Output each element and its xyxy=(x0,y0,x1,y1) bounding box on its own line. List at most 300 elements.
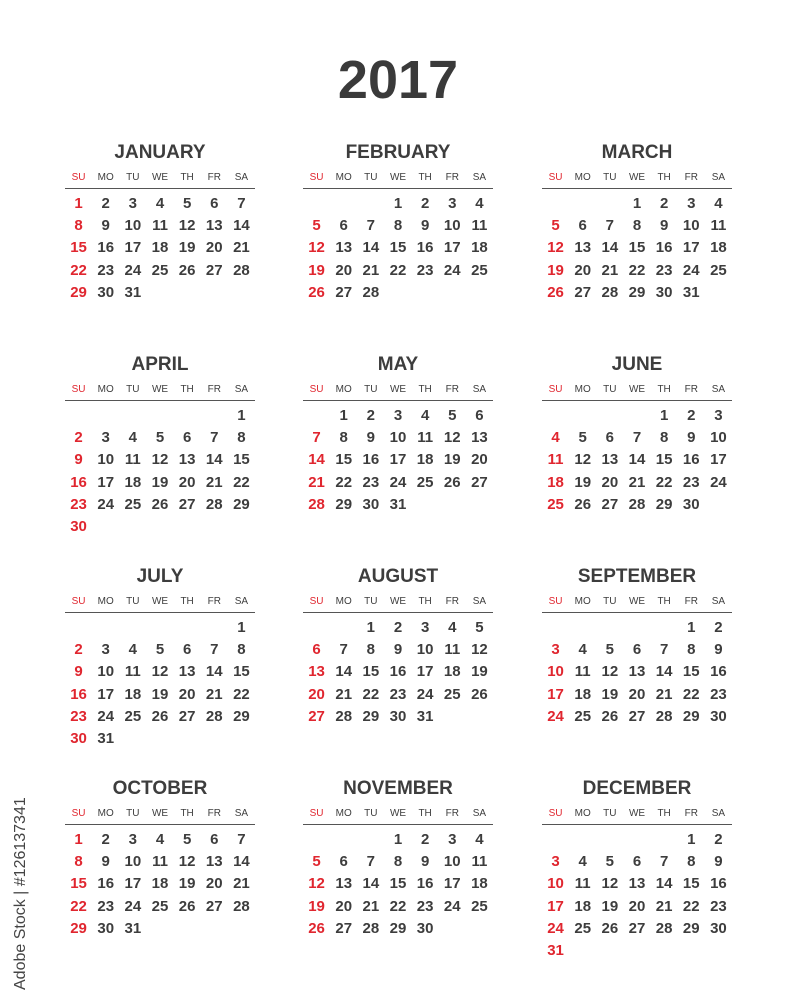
day-cell: 20 xyxy=(574,261,592,279)
day-cell: 3 xyxy=(101,641,110,659)
day-cell: 3 xyxy=(551,853,560,871)
empty-day-cell xyxy=(651,617,678,639)
day-cell: 23 xyxy=(655,261,673,279)
day-cell: 19 xyxy=(151,685,169,703)
day-cell: 12 xyxy=(178,217,196,235)
day-cell: 14 xyxy=(655,875,673,893)
empty-day-cell xyxy=(92,617,119,639)
day-cell: 22 xyxy=(233,473,250,491)
empty-day-cell xyxy=(65,405,92,427)
day-cell: 1 xyxy=(366,619,376,636)
day-cell: 21 xyxy=(655,685,673,703)
month-name: APRIL xyxy=(131,354,189,375)
day-cell: 3 xyxy=(420,619,430,636)
day-cell: 5 xyxy=(475,619,484,636)
day-cell: 28 xyxy=(233,261,250,279)
day-cell: 25 xyxy=(151,897,169,915)
empty-day-cell xyxy=(201,405,228,427)
day-cell: 4 xyxy=(578,853,587,871)
weekday-label: MO xyxy=(335,172,352,183)
day-cell: 26 xyxy=(151,707,169,725)
day-cell: 16 xyxy=(70,685,87,703)
weekday-label: TU xyxy=(364,384,378,395)
day-cell: 23 xyxy=(416,897,434,915)
weekday-label: WE xyxy=(628,808,646,819)
day-cell: 1 xyxy=(74,195,83,212)
day-cell: 1 xyxy=(687,831,696,848)
day-cell: 26 xyxy=(547,283,564,301)
day-cell: 26 xyxy=(601,919,619,937)
empty-day-cell xyxy=(542,193,569,215)
day-cell: 6 xyxy=(632,641,642,659)
weekday-label: TH xyxy=(180,596,194,607)
day-cell: 12 xyxy=(151,663,169,681)
day-cell: 4 xyxy=(128,641,138,659)
day-cell: 14 xyxy=(335,663,353,681)
day-cell: 12 xyxy=(601,875,619,893)
day-cell: 25 xyxy=(443,685,461,703)
weekday-label: SU xyxy=(548,596,563,607)
empty-day-cell xyxy=(596,405,623,427)
day-cell: 14 xyxy=(362,875,380,893)
day-cell: 24 xyxy=(547,707,564,725)
weekday-label: TH xyxy=(657,384,671,395)
day-cell: 20 xyxy=(601,473,619,491)
day-cell: 1 xyxy=(393,195,403,212)
day-cell: 4 xyxy=(128,429,138,447)
day-cell: 20 xyxy=(205,239,223,257)
weekday-label: TH xyxy=(657,596,671,607)
day-cell: 7 xyxy=(237,831,246,848)
weekday-label: MO xyxy=(574,596,591,607)
weekday-label: TH xyxy=(180,172,194,183)
weekday-header xyxy=(65,383,255,401)
day-grid xyxy=(65,829,255,940)
day-cell: 10 xyxy=(97,663,115,681)
day-cell: 26 xyxy=(308,919,325,937)
day-cell: 5 xyxy=(312,217,321,235)
month-name: MAY xyxy=(377,354,419,375)
month-march xyxy=(542,141,732,304)
stock-watermark-id: Adobe Stock | #126137341 xyxy=(12,797,29,990)
empty-day-cell xyxy=(623,405,650,427)
day-cell: 16 xyxy=(362,451,380,469)
day-cell: 16 xyxy=(70,473,87,491)
weekday-label: MO xyxy=(335,384,352,395)
day-cell: 22 xyxy=(233,685,250,703)
day-grid xyxy=(542,829,732,962)
weekday-label: SU xyxy=(71,384,86,395)
empty-day-cell xyxy=(119,617,146,639)
weekday-header xyxy=(542,383,732,401)
day-cell: 27 xyxy=(471,473,488,491)
day-cell: 4 xyxy=(155,831,165,848)
day-cell: 16 xyxy=(710,663,727,681)
day-cell: 25 xyxy=(710,261,727,279)
weekday-label: FR xyxy=(207,808,221,819)
day-cell: 17 xyxy=(443,875,461,893)
day-cell: 24 xyxy=(124,261,142,279)
weekday-label: FR xyxy=(445,384,459,395)
weekday-label: FR xyxy=(207,384,221,395)
day-cell: 21 xyxy=(205,685,223,703)
day-cell: 29 xyxy=(70,919,87,937)
weekday-label: TU xyxy=(603,808,617,819)
day-cell: 29 xyxy=(655,495,673,513)
weekday-label: SU xyxy=(71,596,86,607)
day-cell: 23 xyxy=(70,707,87,725)
day-cell: 19 xyxy=(151,473,169,491)
empty-day-cell xyxy=(174,405,201,427)
day-cell: 11 xyxy=(471,853,488,871)
day-cell: 23 xyxy=(97,897,115,915)
day-cell: 28 xyxy=(308,495,325,513)
weekday-label: SA xyxy=(234,172,249,183)
day-cell: 8 xyxy=(687,853,696,871)
day-cell: 22 xyxy=(335,473,353,491)
day-cell: 8 xyxy=(339,429,348,447)
day-cell: 9 xyxy=(420,853,430,871)
month-february xyxy=(303,141,493,304)
day-grid xyxy=(542,617,732,728)
day-cell: 8 xyxy=(237,641,246,659)
empty-day-cell xyxy=(542,405,569,427)
weekday-header xyxy=(303,595,493,613)
day-cell: 13 xyxy=(205,853,223,871)
day-cell: 6 xyxy=(605,429,615,447)
day-cell: 30 xyxy=(710,919,727,937)
weekday-label: SU xyxy=(309,172,324,183)
month-name: JUNE xyxy=(611,354,663,375)
day-cell: 17 xyxy=(389,451,407,469)
day-cell: 11 xyxy=(471,217,488,235)
empty-day-cell xyxy=(303,193,330,215)
day-cell: 7 xyxy=(605,217,615,235)
day-cell: 9 xyxy=(714,641,723,659)
day-cell: 23 xyxy=(70,495,87,513)
empty-day-cell xyxy=(303,405,330,427)
day-cell: 19 xyxy=(601,897,619,915)
day-cell: 22 xyxy=(70,897,87,915)
day-cell: 10 xyxy=(389,429,407,447)
weekday-label: SA xyxy=(472,596,487,607)
day-cell: 2 xyxy=(74,429,83,447)
day-cell: 26 xyxy=(178,897,196,915)
day-cell: 24 xyxy=(416,685,434,703)
day-cell: 28 xyxy=(205,495,223,513)
day-cell: 15 xyxy=(233,663,250,681)
day-cell: 31 xyxy=(389,495,407,513)
weekday-label: TU xyxy=(126,384,140,395)
weekday-label: SA xyxy=(234,808,249,819)
weekday-label: MO xyxy=(97,808,114,819)
day-cell: 18 xyxy=(124,685,142,703)
day-cell: 24 xyxy=(389,473,407,491)
day-cell: 23 xyxy=(389,685,407,703)
day-cell: 7 xyxy=(312,429,321,447)
day-cell: 11 xyxy=(710,217,727,235)
day-cell: 12 xyxy=(178,853,196,871)
day-cell: 6 xyxy=(339,217,348,235)
weekday-label: SA xyxy=(711,596,726,607)
day-cell: 26 xyxy=(151,495,169,513)
day-cell: 18 xyxy=(416,451,434,469)
weekday-label: TH xyxy=(180,384,194,395)
weekday-label: SU xyxy=(548,808,563,819)
empty-day-cell xyxy=(174,617,201,639)
weekday-header xyxy=(542,807,732,825)
weekday-label: SU xyxy=(309,808,324,819)
day-cell: 22 xyxy=(682,897,700,915)
day-cell: 27 xyxy=(178,495,196,513)
day-cell: 25 xyxy=(574,919,592,937)
empty-day-cell xyxy=(542,617,569,639)
day-cell: 8 xyxy=(632,217,642,235)
day-cell: 10 xyxy=(682,217,700,235)
day-cell: 11 xyxy=(417,429,434,447)
day-cell: 25 xyxy=(124,495,142,513)
day-cell: 12 xyxy=(547,239,564,257)
day-cell: 26 xyxy=(178,261,196,279)
empty-day-cell xyxy=(146,405,173,427)
day-cell: 9 xyxy=(101,217,110,235)
day-cell: 10 xyxy=(124,853,142,871)
day-cell: 11 xyxy=(574,875,591,893)
empty-day-cell xyxy=(596,617,623,639)
day-cell: 10 xyxy=(710,429,727,447)
weekday-header xyxy=(542,171,732,189)
day-grid xyxy=(303,617,493,728)
month-name: AUGUST xyxy=(357,566,439,587)
day-cell: 2 xyxy=(714,831,723,848)
day-cell: 20 xyxy=(308,685,325,703)
day-cell: 22 xyxy=(628,261,646,279)
weekday-label: WE xyxy=(389,596,407,607)
day-cell: 13 xyxy=(628,875,646,893)
weekday-label: FR xyxy=(207,596,221,607)
weekday-label: WE xyxy=(389,808,407,819)
day-cell: 2 xyxy=(101,831,110,848)
day-cell: 24 xyxy=(97,707,115,725)
day-cell: 29 xyxy=(682,707,700,725)
day-cell: 9 xyxy=(420,217,430,235)
day-cell: 25 xyxy=(471,897,488,915)
day-cell: 28 xyxy=(233,897,250,915)
day-cell: 1 xyxy=(74,831,83,848)
day-cell: 1 xyxy=(339,407,348,424)
empty-day-cell xyxy=(146,617,173,639)
day-cell: 22 xyxy=(389,261,407,279)
day-cell: 12 xyxy=(443,429,461,447)
day-cell: 5 xyxy=(182,831,192,848)
weekday-label: SU xyxy=(71,172,86,183)
day-cell: 16 xyxy=(389,663,407,681)
month-august xyxy=(303,565,493,728)
day-cell: 24 xyxy=(682,261,700,279)
day-cell: 1 xyxy=(237,619,246,636)
empty-day-cell xyxy=(623,829,650,851)
day-cell: 24 xyxy=(97,495,115,513)
day-cell: 20 xyxy=(205,875,223,893)
day-cell: 5 xyxy=(155,641,165,659)
day-cell: 7 xyxy=(366,217,376,235)
day-cell: 21 xyxy=(655,897,673,915)
empty-day-cell xyxy=(569,617,596,639)
day-cell: 20 xyxy=(335,897,353,915)
weekday-label: TU xyxy=(364,596,378,607)
day-cell: 30 xyxy=(70,729,87,747)
day-cell: 4 xyxy=(475,195,484,212)
day-cell: 16 xyxy=(682,451,700,469)
empty-day-cell xyxy=(651,829,678,851)
day-cell: 17 xyxy=(97,473,115,491)
day-cell: 27 xyxy=(601,495,619,513)
month-july xyxy=(65,565,255,750)
weekday-label: TH xyxy=(418,384,432,395)
day-cell: 12 xyxy=(308,239,325,257)
weekday-label: MO xyxy=(97,384,114,395)
weekday-label: TU xyxy=(603,172,617,183)
day-cell: 8 xyxy=(237,429,246,447)
weekday-header xyxy=(542,595,732,613)
day-cell: 25 xyxy=(547,495,564,513)
day-cell: 5 xyxy=(448,407,457,424)
weekday-label: SA xyxy=(234,596,249,607)
day-cell: 4 xyxy=(155,195,165,212)
day-cell: 8 xyxy=(393,853,403,871)
day-cell: 7 xyxy=(632,429,642,447)
day-cell: 17 xyxy=(124,239,142,257)
day-cell: 2 xyxy=(420,831,430,848)
weekday-label: WE xyxy=(628,384,646,395)
day-cell: 29 xyxy=(70,283,87,301)
day-cell: 8 xyxy=(74,217,83,235)
weekday-header xyxy=(65,807,255,825)
day-cell: 11 xyxy=(124,451,141,469)
day-cell: 31 xyxy=(124,919,142,937)
day-cell: 15 xyxy=(389,239,407,257)
day-cell: 21 xyxy=(601,261,619,279)
weekday-label: SA xyxy=(472,808,487,819)
day-cell: 1 xyxy=(659,407,669,424)
day-cell: 18 xyxy=(471,875,488,893)
weekday-label: TU xyxy=(126,596,140,607)
day-cell: 14 xyxy=(233,217,250,235)
day-grid xyxy=(303,405,493,516)
day-cell: 13 xyxy=(335,875,353,893)
day-cell: 13 xyxy=(335,239,353,257)
day-cell: 25 xyxy=(151,261,169,279)
weekday-header xyxy=(303,171,493,189)
day-cell: 18 xyxy=(151,239,169,257)
day-cell: 11 xyxy=(444,641,461,659)
day-cell: 13 xyxy=(471,429,488,447)
weekday-label: FR xyxy=(445,172,459,183)
day-cell: 28 xyxy=(362,919,380,937)
day-grid xyxy=(542,405,732,516)
weekday-label: TU xyxy=(603,384,617,395)
day-cell: 12 xyxy=(151,451,169,469)
day-cell: 22 xyxy=(362,685,380,703)
weekday-header xyxy=(65,171,255,189)
day-cell: 2 xyxy=(714,619,723,636)
day-cell: 21 xyxy=(335,685,353,703)
weekday-label: SA xyxy=(472,384,487,395)
empty-day-cell xyxy=(542,829,569,851)
weekday-label: TH xyxy=(418,596,432,607)
weekday-label: TH xyxy=(180,808,194,819)
weekday-label: WE xyxy=(389,384,407,395)
weekday-label: WE xyxy=(151,172,169,183)
day-cell: 22 xyxy=(655,473,673,491)
day-cell: 18 xyxy=(710,239,727,257)
day-cell: 19 xyxy=(308,261,325,279)
weekday-label: FR xyxy=(207,172,221,183)
day-cell: 29 xyxy=(362,707,380,725)
day-cell: 24 xyxy=(710,473,727,491)
empty-day-cell xyxy=(569,193,596,215)
day-cell: 30 xyxy=(97,283,115,301)
day-cell: 7 xyxy=(210,641,219,659)
day-cell: 17 xyxy=(443,239,461,257)
day-cell: 30 xyxy=(97,919,115,937)
weekday-label: SU xyxy=(309,384,324,395)
day-cell: 24 xyxy=(547,919,564,937)
month-june xyxy=(542,353,732,516)
day-cell: 27 xyxy=(335,919,353,937)
empty-day-cell xyxy=(92,405,119,427)
day-grid xyxy=(303,193,493,304)
day-cell: 19 xyxy=(443,451,461,469)
day-cell: 19 xyxy=(601,685,619,703)
weekday-label: MO xyxy=(335,596,352,607)
day-cell: 27 xyxy=(628,919,646,937)
day-cell: 14 xyxy=(601,239,619,257)
day-cell: 1 xyxy=(687,619,696,636)
day-cell: 4 xyxy=(475,831,484,848)
day-cell: 20 xyxy=(178,685,196,703)
day-cell: 2 xyxy=(420,195,430,212)
day-cell: 30 xyxy=(389,707,407,725)
weekday-label: SU xyxy=(71,808,86,819)
weekday-label: SU xyxy=(309,596,324,607)
day-cell: 8 xyxy=(366,641,376,659)
day-cell: 30 xyxy=(416,919,434,937)
day-cell: 15 xyxy=(335,451,353,469)
day-cell: 2 xyxy=(687,407,696,424)
day-cell: 20 xyxy=(178,473,196,491)
empty-day-cell xyxy=(119,405,146,427)
day-cell: 4 xyxy=(551,429,560,447)
empty-day-cell xyxy=(330,829,357,851)
day-cell: 6 xyxy=(475,407,484,424)
empty-day-cell xyxy=(65,617,92,639)
day-cell: 21 xyxy=(308,473,325,491)
day-cell: 23 xyxy=(682,473,700,491)
day-cell: 4 xyxy=(448,619,457,636)
day-cell: 28 xyxy=(655,919,673,937)
day-cell: 5 xyxy=(551,217,560,235)
empty-day-cell xyxy=(330,193,357,215)
day-cell: 11 xyxy=(574,663,591,681)
day-cell: 19 xyxy=(471,663,488,681)
day-grid xyxy=(65,193,255,304)
day-cell: 29 xyxy=(335,495,353,513)
day-cell: 13 xyxy=(574,239,592,257)
day-cell: 3 xyxy=(128,195,138,212)
day-cell: 26 xyxy=(443,473,461,491)
calendar-year-title: 2017 xyxy=(337,50,459,110)
